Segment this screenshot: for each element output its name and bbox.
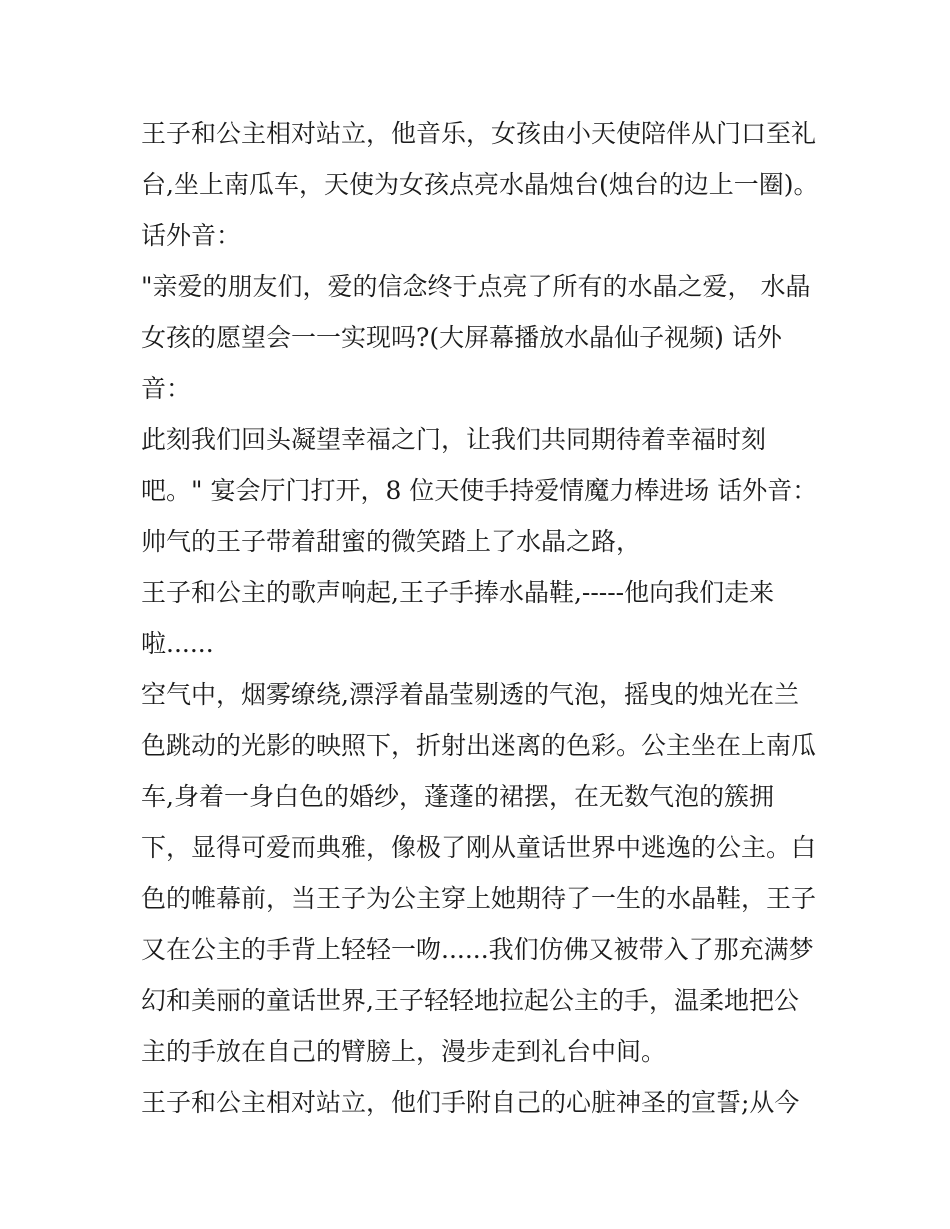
text-line: 女孩的愿望会一一实现吗?(大屏幕播放水晶仙子视频) 话外 [141,323,782,352]
text-line: 空气中，烟雾缭绕,漂浮着晶莹剔透的气泡，摇曳的烛光在兰 [141,680,799,709]
text-line: 王子和公主相对站立，他们手附自己的心脏神圣的宣誓;从今 [141,1088,800,1117]
body-text [141,108,821,1128]
text-line: 色的帷幕前，当王子为公主穿上她期待了一生的水晶鞋，王子 [141,884,817,913]
text-line: 台,坐上南瓜车，天使为女孩点亮水晶烛台(烛台的边上一圈)。 [141,170,819,199]
text-line: 吧。" 宴会厅门打开，8 位天使手持爱情魔力棒进场 话外音： [141,476,818,505]
text-line: 主的手放在自己的臂膀上，漫步走到礼台中间。 [141,1037,667,1066]
text-line: 幻和美丽的童话世界,王子轻轻地拉起公主的手，温柔地把公 [141,986,799,1015]
text-line: 音： [141,374,192,403]
text-line: 王子和公主相对站立，他音乐，女孩由小天使陪伴从门口至礼 [141,119,817,148]
text-line: 帅气的王子带着甜蜜的微笑踏上了水晶之路， [141,527,642,556]
text-line: 又在公主的手背上轻轻一吻......我们仿佛又被带入了那充满梦 [141,935,814,964]
text-line: 话外音： [141,221,242,250]
text-line: 下，显得可爱而典雅，像极了刚从童话世界中逃逸的公主。白 [141,833,817,862]
text-line: 王子和公主的歌声响起,王子手捧水晶鞋,-----他向我们走来 [141,578,775,607]
text-line: 啦...... [141,629,214,658]
text-line: 色跳动的光影的映照下，折射出迷离的色彩。公主坐在上南瓜 [141,731,817,760]
text-line: 此刻我们回头凝望幸福之门，让我们共同期待着幸福时刻 [141,425,767,454]
text-line: "亲爱的朋友们，爱的信念终于点亮了所有的水晶之爱， 水晶 [141,272,811,301]
text-line: 车,身着一身白色的婚纱，蓬蓬的裙摆，在无数气泡的簇拥 [141,782,774,811]
